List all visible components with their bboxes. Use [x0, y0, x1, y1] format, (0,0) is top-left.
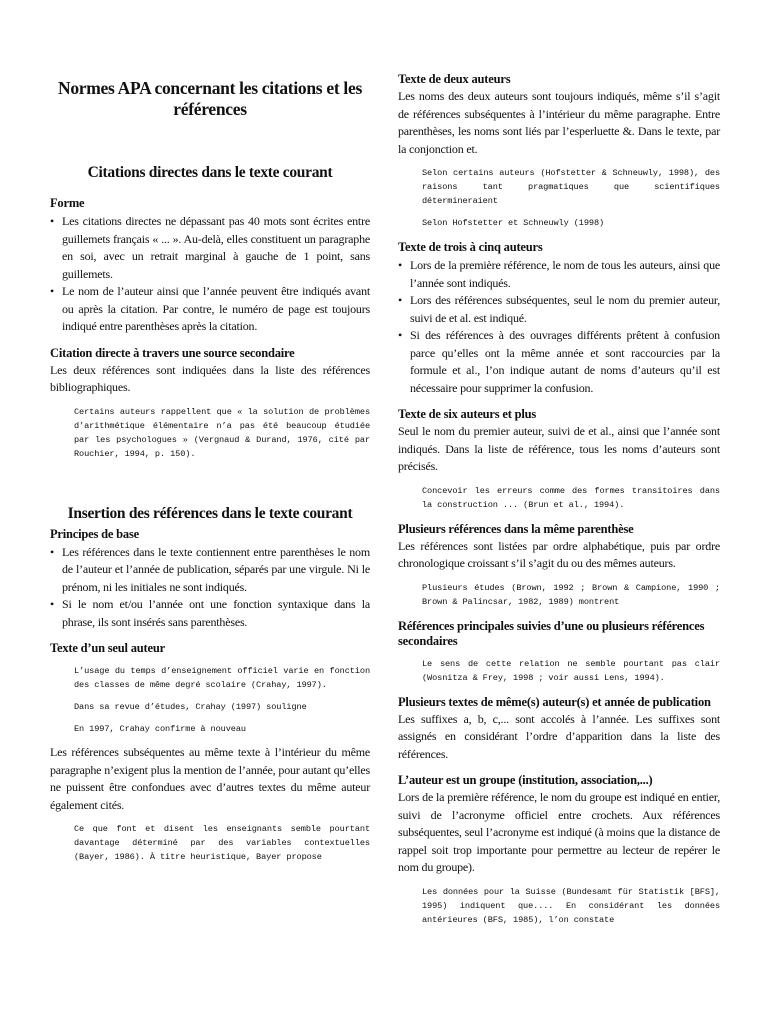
heading-secondary-source: Citation directe à travers une source secondaire	[50, 345, 295, 360]
example-principal-secondary: Le sens de cette relation ne semble pourtant pas clair (Wosnitza & Frey, 1998 ; voir aussi Lens, 1994).	[422, 658, 720, 683]
section-title-citations: Citations directes dans le texte courant	[87, 164, 333, 181]
paragraph-secondary-source: Les deux références sont indiquées dans la liste des références bibliographiques.	[50, 362, 370, 394]
example-single-author-1: L’usage du temps d’enseignement officiel varie en fonction des classes de même degré scolaire (Crahay, 1997).	[74, 666, 370, 690]
heading-principal-secondary: Références principales suivies d’une ou plusieurs références secondaires	[398, 618, 705, 648]
example-secondary-source: Certains auteurs rappellent que « la solution de problèmes d’arithmétique élémentaire n’a pas été beaucoup étudiée par les psychologues » (Vergnaud & Durand, 1976, cité par Rouchier, 1994, p. 150).	[74, 406, 370, 459]
paragraph-group-author: Lors de la première référence, le nom du groupe est indiqué en entier, suivi de l’acronyme officiel entre crochets. Aux références subséquentes, seul l’acronyme est indiqué (à moins que la distance de rappel soit trop importante pour permettre au lecteur de repérer le nom du groupe).	[398, 790, 720, 874]
heading-three-five-authors: Texte de trois à cinq auteurs	[398, 240, 543, 254]
example-six-authors: Concevoir les erreurs comme des formes transitoires dans la construction ... (Brun et al., 1994).	[422, 485, 720, 510]
paragraph-two-authors: Les noms des deux auteurs sont toujours indiqués, même s’il s’agit de références subséquentes à l’intérieur du même paragraphe. Entre parenthèses, les noms sont liés par l’esperluette &. Dans le texte, par la conjonction et.	[398, 89, 720, 156]
list-item: • Le nom de l’auteur ainsi que l’année peuvent être indiqués avant ou après la citation. Par contre, le numéro de page est toujours indiqué entre parenthèses après la citation.	[50, 283, 370, 336]
heading-group-author: L’auteur est un groupe (institution, association,...)	[398, 773, 653, 787]
list-item: • Lors des références subséquentes, seul le nom du premier auteur, suivi de et al. est indiqué.	[398, 292, 720, 327]
left-column	[50, 72, 370, 872]
forme-list	[50, 213, 370, 336]
heading-multiple-refs: Plusieurs références dans la même parenthèse	[398, 521, 634, 536]
list-item: • Si des références à des ouvrages différents prêtent à confusion parce qu’elles ont la même année et sont raccourcies par la formule et al., l’on indique autant de noms d’auteurs qu’il est nécessaire pour supprimer la confusion.	[398, 327, 720, 397]
example-group-author: Les données pour la Suisse (Bundesamt für Statistik [BFS], 1995) indiquent que.... En considérant les données antérieures (BFS, 1985), l’on constate	[422, 886, 720, 925]
example-single-author-4: Ce que font et disent les enseignants semble pourtant davantage déterminé par des variables contextuelles (Bayer, 1986). À titre heuristique, Bayer propose	[74, 824, 370, 862]
list-item: • Si le nom et/ou l’année ont une fonction syntaxique dans la phrase, ils sont insérés sans parenthèses.	[50, 596, 370, 631]
example-multiple-refs: Plusieurs études (Brown, 1992 ; Brown & Campione, 1990 ; Brown & Palincsar, 1982, 1989) montrent	[422, 582, 720, 607]
three-five-authors-list	[398, 257, 720, 397]
principes-list	[50, 544, 370, 632]
heading-two-authors: Texte de deux auteurs	[398, 72, 511, 86]
example-single-author-2: Dans sa revue d’études, Crahay (1997) souligne	[74, 702, 307, 712]
list-item: • Les références dans le texte contiennent entre parenthèses le nom de l’auteur et l’année de publication, séparés par une virgule. Ni le prénom, ni les initiales ne sont indiqués.	[50, 544, 370, 597]
heading-principes: Principes de base	[50, 526, 139, 541]
page-title: Normes APA concernant les citations et les références	[58, 78, 362, 119]
section-title-insertion: Insertion des références dans le texte courant	[67, 504, 353, 522]
paragraph-six-authors: Seul le nom du premier auteur, suivi de et al., ainsi que l’année sont indiqués. Dans la liste de référence, tous les noms d’auteurs sont précisés.	[398, 424, 720, 473]
heading-forme: Forme	[50, 196, 85, 210]
paragraph-single-author: Les références subséquentes au même texte à l’intérieur du même paragraphe n’exigent plus la mention de l’année, pour autant qu’elles ne puissent être confondues avec d’autres textes du même auteur également cités.	[50, 745, 370, 812]
example-single-author-3: En 1997, Crahay confirme à nouveau	[74, 724, 246, 734]
heading-same-author-year: Plusieurs textes de même(s) auteur(s) et année de publication	[398, 694, 711, 709]
example-two-authors-1: Selon certains auteurs (Hofstetter & Schneuwly, 1998), des raisons tant pragmatiques que scientifiques détermineraient	[422, 168, 720, 206]
heading-single-author: Texte d’un seul auteur	[50, 641, 165, 655]
list-item: • Les citations directes ne dépassant pas 40 mots sont écrites entre guillemets français « ... ». Au-delà, elles constituent un paragraphe en soi, avec un retrait marginal à gauche de 1 point, sans guillemets.	[50, 213, 370, 283]
example-two-authors-2: Selon Hofstetter et Schneuwly (1998)	[422, 218, 605, 228]
paragraph-multiple-refs: Les références sont listées par ordre alphabétique, puis par ordre chronologique croissant s’il s’agit du ou des mêmes auteurs.	[398, 538, 720, 570]
paragraph-same-author-year: Les suffixes a, b, c,... sont accolés à l’année. Les suffixes sont assignés en considérant l’ordre d’apparition dans la liste des références.	[398, 711, 720, 761]
right-column	[398, 72, 720, 935]
heading-six-authors: Texte de six auteurs et plus	[398, 407, 537, 421]
list-item: • Lors de la première référence, le nom de tous les auteurs, ainsi que l’année sont indiqués.	[398, 257, 720, 292]
